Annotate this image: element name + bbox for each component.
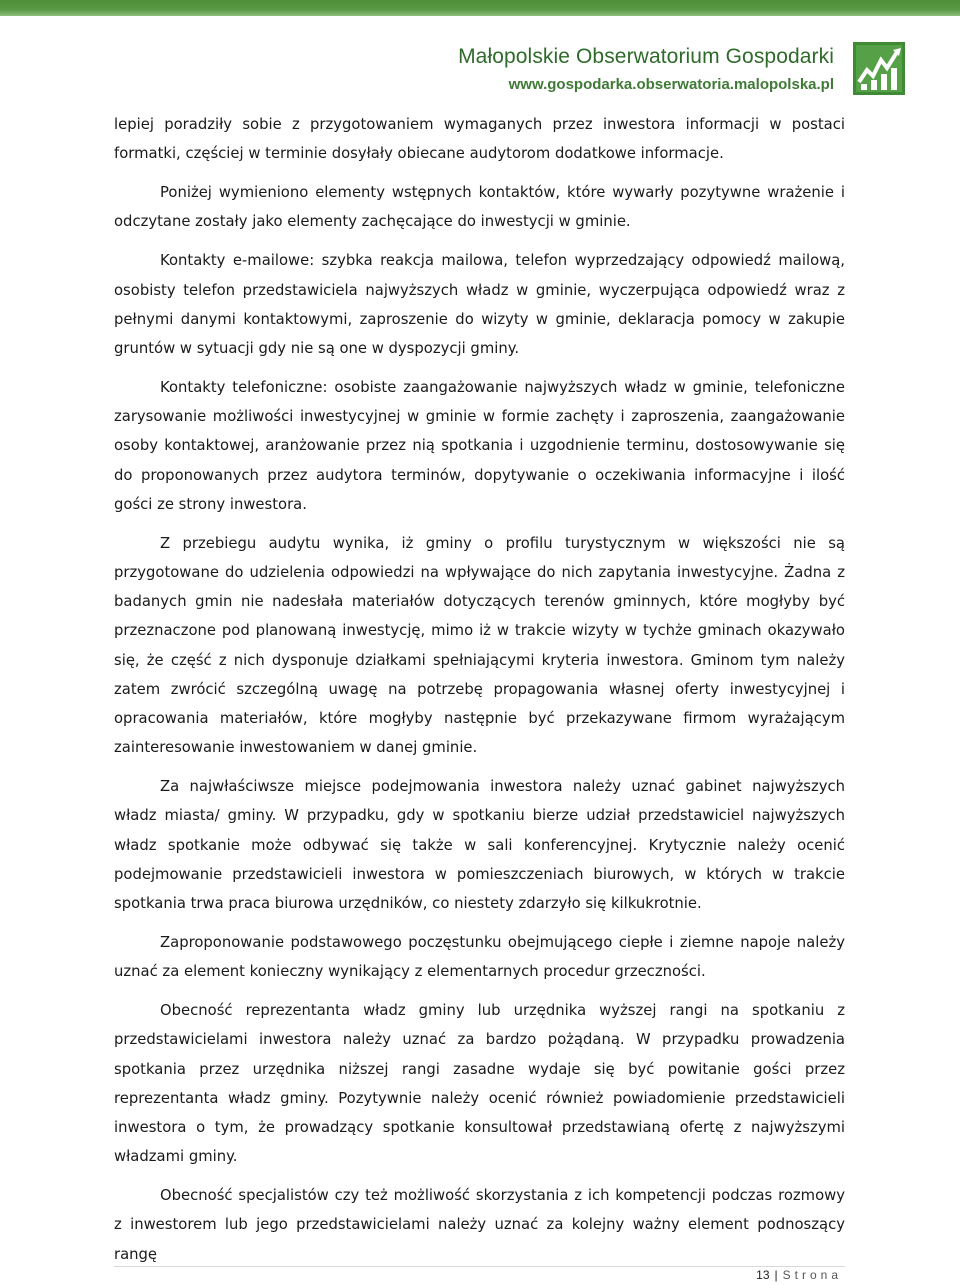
header-url: www.gospodarka.obserwatoria.malopolska.pl	[508, 76, 834, 93]
chart-growth-logo-icon	[853, 42, 905, 95]
paragraph: lepiej poradziły sobie z przygotowaniem wymaganych przez inwestora informacji w postaci formatki, częściej w terminie dosyłały obiecane audytorom dodatkowe informacje.	[114, 116, 845, 163]
paragraph: Kontakty telefoniczne: osobiste zaangażowanie najwyższych władz w gminie, telefoniczne zarysowanie możliwości inwestycyjnej w gminie w formie zachęty i zaproszenia, zaangażowanie osoby kontaktowej, aranżowanie przez nią spotkania i uzgodnienie terminu, dostosowywanie się do proponowanych przez audytora terminów, dopytywanie o oczekiwania informacyjne i ilość gości ze strony inwestora.	[114, 379, 845, 513]
paragraph: Obecność specjalistów czy też możliwość skorzystania z ich kompetencji podczas rozmowy z inwestorem lub jego przedstawicielami należy uznać za kolejny ważny element podnoszący rangę	[114, 1187, 845, 1263]
footer-separator: |	[774, 1268, 778, 1282]
document-body	[114, 110, 845, 1279]
paragraph: Za najwłaściwsze miejsce podejmowania inwestora należy uznać gabinet najwyższych władz miasta/ gminy. W przypadku, gdy w spotkaniu bierze udział przedstawiciel najwyższych władz spotkanie może odbywać się także w sali konferencyjnej. Krytycznie należy ocenić podejmowanie przedstawicieli inwestora w pomieszczeniach biurowych, w których w trakcie spotkania trwa praca biurowa urzędników, co niestety zdarzyło się kilkukrotnie.	[114, 778, 845, 913]
page-number: 13	[756, 1268, 770, 1282]
page-footer	[756, 1268, 842, 1282]
header-title: Małopolskie Obserwatorium Gospodarki	[458, 45, 834, 68]
header-top-bar	[0, 0, 960, 16]
paragraph: Obecność reprezentanta władz gminy lub urzędnika wyższej rangi na spotkaniu z przedstawicielami inwestora należy uznać za bardzo pożądaną. W przypadku prowadzenia spotkania przez urzędnika niższej rangi zasadne wydaje się być powitanie gości przez reprezentanta władz gminy. Pozytywnie należy ocenić również powiadomienie przedstawicieli inwestora o tym, że prowadzący spotkanie konsultował przedstawianą ofertę z najwyższymi władzami gminy.	[114, 1002, 845, 1166]
footer-divider	[114, 1266, 845, 1267]
page-word: Strona	[782, 1268, 842, 1282]
paragraph: Z przebiegu audytu wynika, iż gminy o profilu turystycznym w większości nie są przygotowane do udzielenia odpowiedzi na wpływające do nich zapytania inwestycyjne. Żadna z badanych gmin nie nadesłała materiałów dotyczących terenów gminnych, które mogłyby być przeznaczone pod planowaną inwestycję, mimo iż w trakcie wizyty w tychże gminach okazywało się, że część z nich dysponuje działkami spełniającymi kryteria inwestora. Gminom tym należy zatem zwrócić szczególną uwagę na potrzebę propagowania własnej oferty inwestycyjnej i opracowania materiałów, które mogłyby następnie być przekazywane firmom wyrażającym zainteresowanie inwestowaniem w danej gminie.	[114, 534, 845, 757]
paragraph: Poniżej wymieniono elementy wstępnych kontaktów, które wywarły pozytywne wrażenie i odczytane zostały jako elementy zachęcające do inwestycji w gminie.	[114, 184, 845, 231]
paragraph: Kontakty e-mailowe: szybka reakcja mailowa, telefon wyprzedzający odpowiedź mailową, osobisty telefon przedstawiciela najwyższych władz w gminie, wyczerpująca odpowiedź wraz z pełnymi danymi kontaktowymi, zaproszenie do wizyty w gminie, deklaracja pomocy w zakupie gruntów w sytuacji gdy nie są one w dyspozycji gminy.	[114, 252, 845, 358]
paragraph: Zaproponowanie podstawowego poczęstunku obejmującego ciepłe i ziemne napoje należy uznać za element konieczny wynikający z elementarnych procedur grzeczności.	[114, 934, 845, 981]
